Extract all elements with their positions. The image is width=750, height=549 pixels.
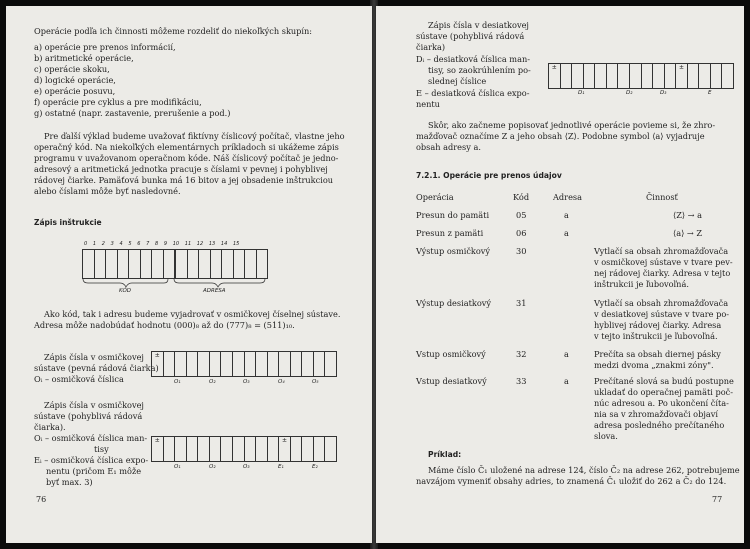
list-item: a) operácie pre prenos informácií, bbox=[34, 42, 176, 52]
sign-cell: ± bbox=[676, 64, 688, 88]
decimal-desc: slednej číslice bbox=[428, 76, 487, 86]
table-cell-cin: núc adresou a. Po ukončení číta- bbox=[594, 398, 729, 408]
table-cell-cin: v osmičkovej sústave v tvare pev- bbox=[594, 257, 733, 267]
decimal-desc: tisy, so zaokrúhlením po- bbox=[428, 65, 531, 75]
page-number: 76 bbox=[36, 495, 47, 504]
float-desc: tisy bbox=[94, 444, 109, 454]
float-desc: nentu (pričom E₁ môže bbox=[46, 466, 142, 476]
digit-label: O₃ bbox=[243, 464, 250, 470]
table-cell-cin: medzi dvoma „znakmi zóny". bbox=[594, 360, 714, 370]
intro-text: Operácie podľa ich činnosti môžeme rozdeliť do niekoľkých skupín: bbox=[34, 26, 313, 36]
table-header: Činnosť bbox=[646, 192, 678, 202]
table-cell-kod: 33 bbox=[516, 376, 527, 386]
table-cell-cin: ⟨Z⟩ → a bbox=[673, 210, 703, 220]
fixed-point-register bbox=[151, 351, 337, 377]
list-item: g) ostatné (napr. zastavenie, prerušenie a pod.) bbox=[34, 108, 231, 118]
table-cell-cin: v tejto inštrukcii je ľubovoľná. bbox=[594, 331, 718, 341]
table-cell-cin: nia sa v zhromažďovači objaví bbox=[594, 409, 718, 419]
table-cell-kod: 05 bbox=[516, 210, 527, 220]
table-cell-cin: Prečítané slová sa budú postupne bbox=[594, 376, 734, 386]
page-number: 77 bbox=[712, 495, 723, 504]
digit-label: D₁ bbox=[578, 90, 585, 96]
float-desc: čiarka). bbox=[34, 422, 66, 432]
digit-label: O₂ bbox=[209, 464, 216, 470]
table-cell-op: Vstup osmičkový bbox=[416, 349, 486, 359]
list-item: f) operácie pre cyklus a pre modifikáciu, bbox=[34, 97, 202, 107]
paragraph-line: alebo číslami môže byť nasledovné. bbox=[34, 186, 181, 196]
table-cell-cin: Vytlačí sa obsah zhromažďovača bbox=[594, 298, 729, 308]
digit-label: O₁ bbox=[174, 464, 181, 470]
brace-lines bbox=[82, 278, 268, 288]
decimal-desc: Zápis čísla v desiatkovej bbox=[428, 20, 529, 30]
fixed-desc: Zápis čísla v osmičkovej bbox=[44, 352, 144, 362]
table-cell-cin: hyblivej rádovej čiarky. Adresa bbox=[594, 320, 722, 330]
table-cell-adr: a bbox=[564, 376, 569, 386]
sign-cell: ± bbox=[152, 437, 164, 461]
bit-numbers: 0 1 2 3 4 5 6 7 8 9 10 11 12 13 14 15 bbox=[84, 241, 240, 247]
left-page bbox=[6, 6, 372, 543]
paragraph-line: operačný kód. Na niekoľkých elementárnych príkladoch si ukážeme zápis bbox=[34, 142, 339, 152]
float-desc: Oᵢ – osmičková číslica man- bbox=[34, 433, 148, 443]
table-header: Operácia bbox=[416, 192, 454, 202]
sign-cell: ± bbox=[279, 437, 291, 461]
float-desc: sústave (pohyblivá rádová bbox=[34, 411, 143, 421]
table-cell-adr: a bbox=[564, 228, 569, 238]
table-cell-cin: Vytlačí sa obsah zhromažďovača bbox=[594, 246, 729, 256]
paragraph-line: mažďovač označíme Z a jeho obsah ⟨Z⟩. Podobne symbol ⟨a⟩ vyjadruje bbox=[416, 131, 705, 141]
float-desc: byť max. 3) bbox=[46, 477, 93, 487]
decimal-register bbox=[548, 63, 734, 89]
example-heading: Príklad: bbox=[428, 450, 462, 459]
decimal-desc: sústave (pohyblivá rádová bbox=[416, 31, 525, 41]
example-line: Máme číslo Č₁ uložené na adrese 124, číslo Č₂ na adrese 262, potrebujeme bbox=[428, 465, 740, 475]
table-header: Adresa bbox=[553, 192, 582, 202]
digit-label: D₃ bbox=[660, 90, 667, 96]
digit-label: E₁ bbox=[278, 464, 284, 470]
decimal-desc: E – desiatková číslica expo- bbox=[416, 88, 530, 98]
table-cell-op: Výstup desiatkový bbox=[416, 298, 492, 308]
instruction-register bbox=[82, 249, 268, 279]
table-cell-cin: ukladať do operačnej pamäti poč- bbox=[594, 387, 733, 397]
table-cell-cin: ⟨a⟩ → Z bbox=[673, 228, 703, 238]
table-cell-cin: v desiatkovej sústave v tvare po- bbox=[594, 309, 730, 319]
decimal-desc: čiarka) bbox=[416, 42, 446, 52]
table-cell-op: Presun z pamäti bbox=[416, 228, 484, 238]
list-item: b) aritmetické operácie, bbox=[34, 53, 134, 63]
float-desc: Zápis čísla v osmičkovej bbox=[44, 400, 144, 410]
paragraph-line: Adresa môže nadobúdať hodnotu (000)₈ až do (777)₈ = (511)₁₀. bbox=[34, 320, 295, 330]
paragraph-line: programu v uvažovanom operačnom kóde. Náš číslicový počítač je jedno- bbox=[34, 153, 339, 163]
paragraph-line: Skôr, ako začneme popisovať jednotlivé operácie povieme si, že zhro- bbox=[428, 120, 716, 130]
decimal-desc: Dᵢ – desiatková číslica man- bbox=[416, 54, 530, 64]
table-cell-cin: inštrukcii je ľubovoľná. bbox=[594, 279, 689, 289]
kod-label: KÓD bbox=[119, 288, 132, 294]
digit-label: O₄ bbox=[278, 379, 285, 385]
instruction-heading: Zápis inštrukcie bbox=[34, 218, 102, 227]
sign-cell: ± bbox=[152, 352, 164, 376]
table-cell-cin: adresa posledného prečítaného bbox=[594, 420, 725, 430]
float-register bbox=[151, 436, 337, 462]
digit-label: O₂ bbox=[209, 379, 216, 385]
table-cell-kod: 06 bbox=[516, 228, 527, 238]
table-cell-adr: a bbox=[564, 349, 569, 359]
decimal-desc: nentu bbox=[416, 99, 440, 109]
right-page bbox=[376, 6, 744, 543]
paragraph-line: adresový a aritmetická jednotka pracuje s číslami v pevnej i pohyblivej bbox=[34, 164, 328, 174]
paragraph-line: Ako kód, tak i adresu budeme vyjadrovať v osmičkovej číselnej sústave. bbox=[44, 309, 341, 319]
digit-label: O₃ bbox=[243, 379, 250, 385]
fixed-desc: sústave (pevná rádová čiarka) bbox=[34, 363, 159, 373]
digit-label: E bbox=[708, 90, 712, 96]
table-cell-op: Presun do pamäti bbox=[416, 210, 490, 220]
table-cell-kod: 32 bbox=[516, 349, 527, 359]
paragraph-line: Pre ďalší výklad budeme uvažovať fiktívny číslicový počítač, vlastne jeho bbox=[44, 131, 345, 141]
list-item: e) operácie posuvu, bbox=[34, 86, 116, 96]
sign-cell: ± bbox=[549, 64, 561, 88]
paragraph-line: obsah adresy a. bbox=[416, 142, 481, 152]
list-item: c) operácie skoku, bbox=[34, 64, 110, 74]
paragraph-line: rádovej čiarke. Pamäťová bunka má 16 bitov a jej obsadenie inštrukciou bbox=[34, 175, 334, 185]
table-cell-op: Výstup osmičkový bbox=[416, 246, 491, 256]
adresa-label: ADRESA bbox=[203, 288, 226, 294]
table-cell-op: Vstup desiatkový bbox=[416, 376, 487, 386]
table-cell-cin: slova. bbox=[594, 431, 618, 441]
table-header: Kód bbox=[513, 192, 530, 202]
table-cell-cin: nej rádovej čiarky. Adresa v tejto bbox=[594, 268, 731, 278]
table-cell-adr: a bbox=[564, 210, 569, 220]
fixed-desc: Oᵢ – osmičková číslica bbox=[34, 374, 124, 384]
example-line: navzájom vymeniť obsahy adries, to znamená Č₁ uložiť do 262 a Č₂ do 124. bbox=[416, 476, 727, 486]
section-heading: 7.2.1. Operácie pre prenos údajov bbox=[416, 171, 562, 180]
table-cell-kod: 30 bbox=[516, 246, 527, 256]
table-cell-cin: Prečíta sa obsah dierneј pásky bbox=[594, 349, 721, 359]
list-item: d) logické operácie, bbox=[34, 75, 116, 85]
digit-label: D₂ bbox=[626, 90, 633, 96]
float-desc: Eᵢ – osmičková číslica expo- bbox=[34, 455, 149, 465]
table-cell-kod: 31 bbox=[516, 298, 527, 308]
digit-label: E₂ bbox=[312, 464, 318, 470]
digit-label: O₅ bbox=[312, 379, 319, 385]
digit-label: O₁ bbox=[174, 379, 181, 385]
